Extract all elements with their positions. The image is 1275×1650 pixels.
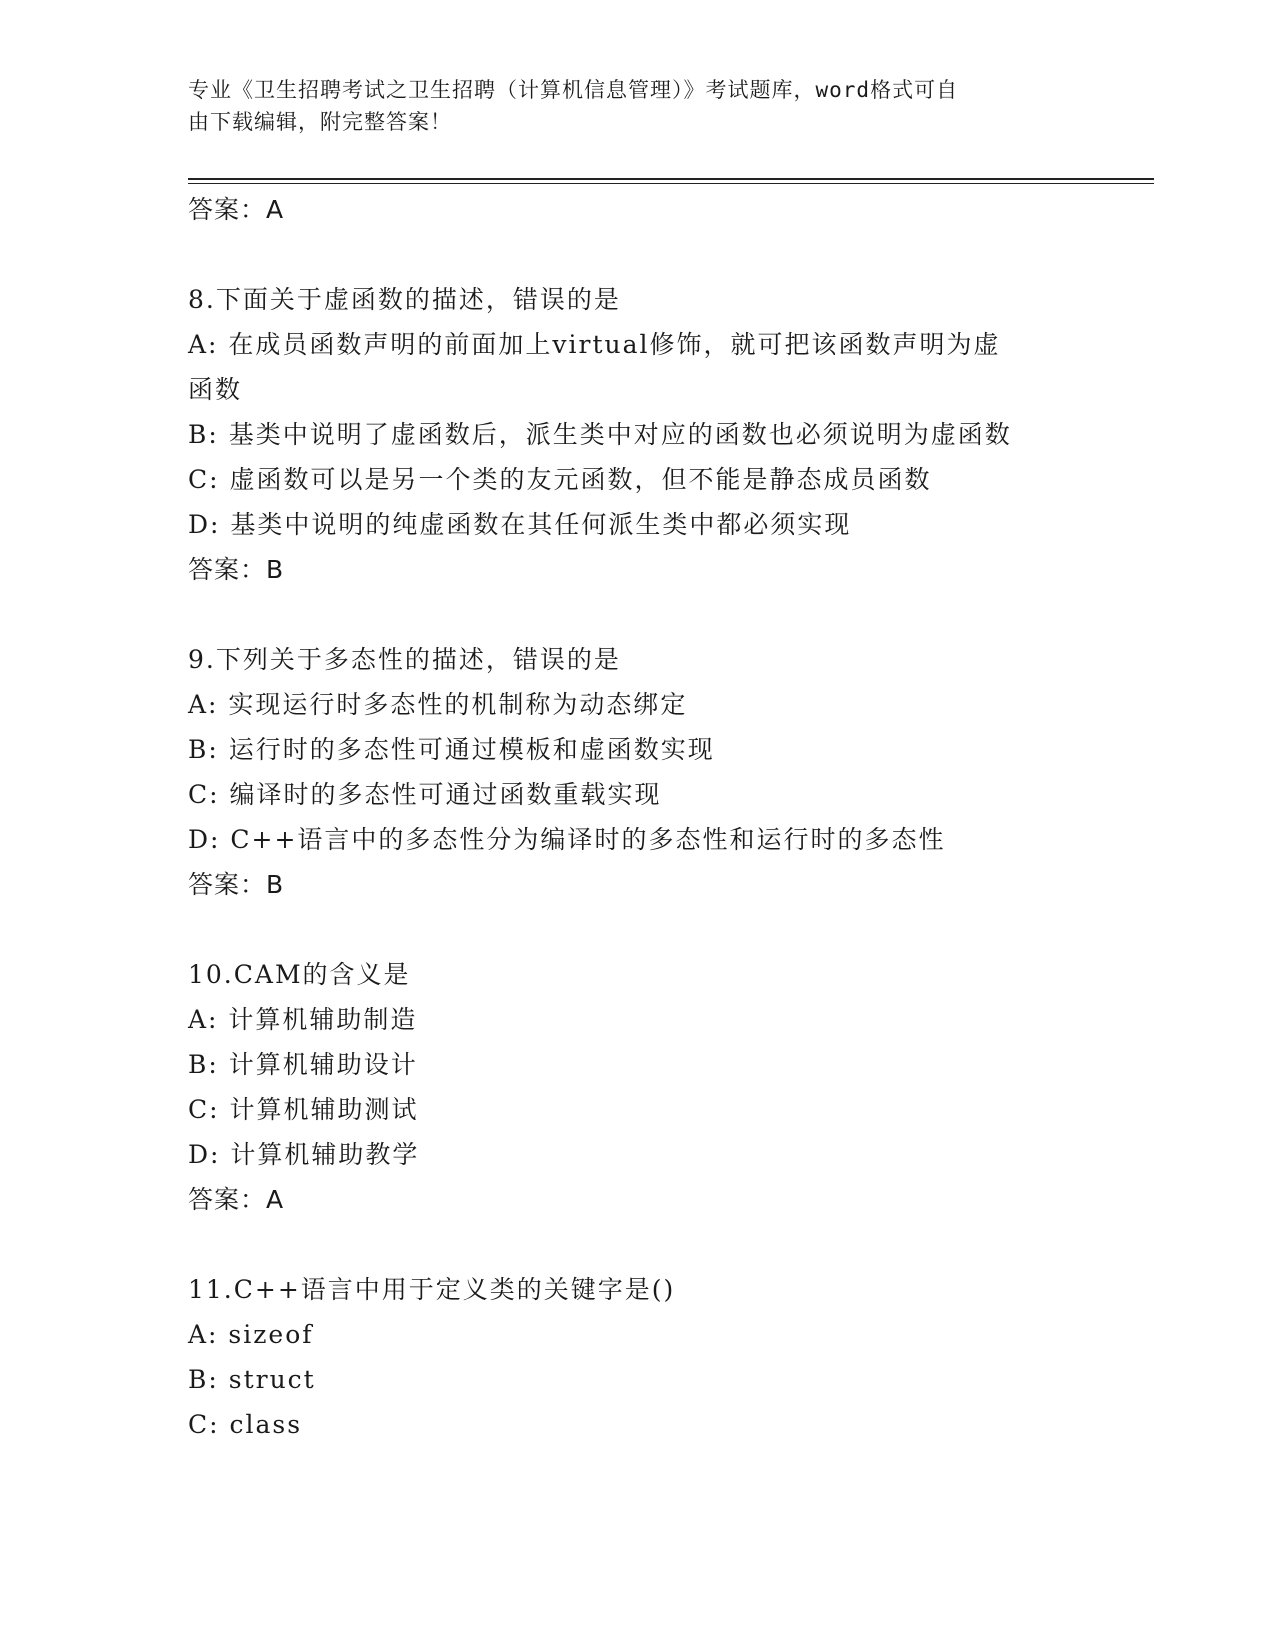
question-9-option-b: B: 运行时的多态性可通过模板和虚函数实现 — [188, 735, 715, 764]
question-11-stem: 11.C++语言中用于定义类的关键字是() — [188, 1275, 676, 1304]
header-rule-thin — [188, 183, 1154, 184]
question-10-option-c: C: 计算机辅助测试 — [188, 1095, 419, 1124]
question-11-option-b: B: struct — [188, 1365, 316, 1394]
header-line-2: 由下载编辑，附完整答案！ — [188, 110, 452, 134]
question-9-stem: 9.下列关于多态性的描述，错误的是 — [188, 645, 621, 674]
question-8-option-a: A: 在成员函数声明的前面加上virtual修饰，就可把该函数声明为虚 — [188, 330, 1001, 359]
question-9-option-d: D: C++语言中的多态性分为编译时的多态性和运行时的多态性 — [188, 825, 946, 854]
question-10-option-a: A: 计算机辅助制造 — [188, 1005, 418, 1034]
question-9-option-c: C: 编译时的多态性可通过函数重载实现 — [188, 780, 662, 809]
document-header — [188, 74, 1068, 138]
question-9-answer: 答案：B — [188, 870, 285, 899]
question-10-answer: 答案：A — [188, 1185, 285, 1214]
question-11-option-a: A: sizeof — [188, 1320, 314, 1349]
question-8-option-a-cont: 函数 — [188, 375, 243, 404]
question-8-answer: 答案：B — [188, 555, 285, 584]
question-8-option-c: C: 虚函数可以是另一个类的友元函数，但不能是静态成员函数 — [188, 465, 932, 494]
question-11-option-c: C: class — [188, 1410, 303, 1439]
question-10-stem: 10.CAM的含义是 — [188, 960, 411, 989]
question-8-option-b: B: 基类中说明了虚函数后，派生类中对应的函数也必须说明为虚函数 — [188, 420, 1012, 449]
question-10-option-d: D: 计算机辅助教学 — [188, 1140, 420, 1169]
question-8-option-d: D: 基类中说明的纯虚函数在其任何派生类中都必须实现 — [188, 510, 852, 539]
header-rule-thick — [188, 178, 1154, 180]
question-9-option-a: A: 实现运行时多态性的机制称为动态绑定 — [188, 690, 688, 719]
header-line-1: 专业《卫生招聘考试之卫生招聘（计算机信息管理）》考试题库，word格式可自 — [188, 78, 959, 102]
question-10-option-b: B: 计算机辅助设计 — [188, 1050, 418, 1079]
previous-answer: 答案：A — [188, 195, 285, 224]
question-8-stem: 8.下面关于虚函数的描述，错误的是 — [188, 285, 621, 314]
